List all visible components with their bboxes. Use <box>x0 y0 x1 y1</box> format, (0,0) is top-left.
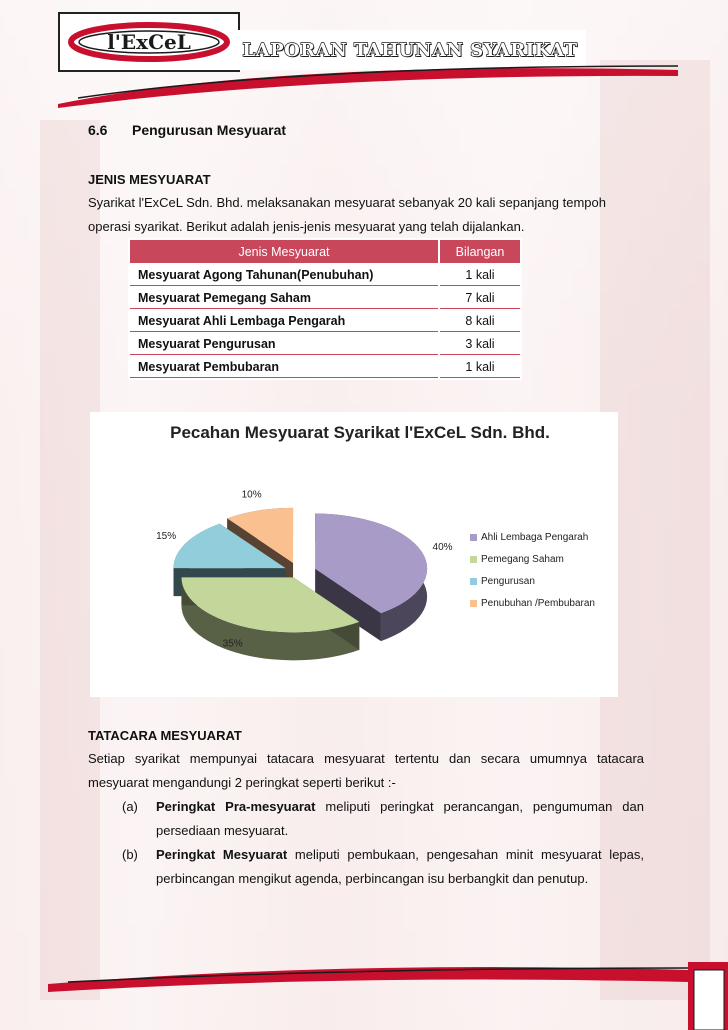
table-cell-name: Mesyuarat Agong Tahunan(Penubuhan) <box>130 265 438 286</box>
table-header-jenis: Jenis Mesyuarat <box>130 240 438 263</box>
list-item-label: (b) <box>122 847 138 862</box>
list-item-bold: Peringkat Pra-mesyuarat <box>156 799 316 814</box>
table-row <box>130 334 520 355</box>
section-title-text: Pengurusan Mesyuarat <box>132 122 287 138</box>
excel-logo-icon <box>61 15 237 69</box>
pie-slice-label: 35% <box>222 638 243 650</box>
chart-title: Pecahan Mesyuarat Syarikat l'ExCeL Sdn. Bhd. <box>170 423 550 442</box>
table-cell-count: 1 kali <box>440 265 520 286</box>
table-cell-count: 7 kali <box>440 288 520 309</box>
table-row <box>130 311 520 332</box>
pie-slice-label: 15% <box>156 531 177 543</box>
list-item <box>122 843 644 891</box>
table-cell-name: Mesyuarat Pengurusan <box>130 334 438 355</box>
excel-logo <box>58 12 240 72</box>
meeting-table <box>128 238 522 380</box>
table-cell-count: 8 kali <box>440 311 520 332</box>
legend-item <box>470 570 595 592</box>
pie-slice-label: 40% <box>432 542 453 554</box>
legend-label: Ahli Lembaga Pengarah <box>481 531 589 543</box>
list-item-text: meliputi peringkat perancangan, pengumuman dan persediaan mesyuarat. <box>156 799 644 838</box>
legend-label: Pemegang Saham <box>481 553 564 565</box>
header-swoosh <box>58 64 678 108</box>
list-item <box>122 795 644 843</box>
table-header-bilangan: Bilangan <box>440 240 520 263</box>
list-item-text: meliputi pembukaan, pengesahan minit mesyuarat lepas, perbincangan mengikut agenda, perbincangan isu berbangkit dan penutup. <box>156 847 644 886</box>
legend-item <box>470 592 595 614</box>
legend-item <box>470 548 595 570</box>
legend-swatch <box>470 578 477 585</box>
table-cell-name: Mesyuarat Pemegang Saham <box>130 288 438 309</box>
legend-swatch <box>470 534 477 541</box>
table-header-row <box>130 240 520 263</box>
table-cell-count: 1 kali <box>440 357 520 378</box>
legend-item <box>470 526 595 548</box>
list-item-label: (a) <box>122 799 138 814</box>
tatacara-heading: TATACARA MESYUARAT <box>88 728 242 743</box>
table-row <box>130 288 520 309</box>
section-title <box>88 122 286 138</box>
report-title: LAPORAN TAHUNAN SYARIKAT <box>242 39 578 61</box>
legend-swatch <box>470 556 477 563</box>
logo-text: l'ExCeL <box>107 30 191 54</box>
pie-chart <box>90 412 618 697</box>
jenis-paragraph: Syarikat l'ExCeL Sdn. Bhd. melaksanakan mesyuarat sebanyak 20 kali sepanjang tempoh operasi syarikat. Berikut adalah jenis-jenis mesyuarat yang telah dijalankan. <box>88 195 606 234</box>
footer-swoosh <box>48 962 728 1030</box>
table-row <box>130 265 520 286</box>
table-row <box>130 357 520 378</box>
legend-label: Pengurusan <box>481 575 535 587</box>
jenis-heading: JENIS MESYUARAT <box>88 172 211 187</box>
section-number: 6.6 <box>88 122 108 138</box>
table-cell-name: Mesyuarat Pembubaran <box>130 357 438 378</box>
chart-legend <box>470 526 595 614</box>
list-item-bold: Peringkat Mesyuarat <box>156 847 288 862</box>
tatacara-paragraph: Setiap syarikat mempunyai tatacara mesyuarat tertentu dan secara umumnya tatacara mesyuarat mengandungi 2 peringkat seperti berikut :- <box>88 751 644 790</box>
table-cell-name: Mesyuarat Ahli Lembaga Pengarah <box>130 311 438 332</box>
legend-label: Penubuhan /Pembubaran <box>481 597 595 609</box>
legend-swatch <box>470 600 477 607</box>
table-cell-count: 3 kali <box>440 334 520 355</box>
page-header <box>48 8 688 108</box>
pie-slice-label: 10% <box>241 489 262 501</box>
